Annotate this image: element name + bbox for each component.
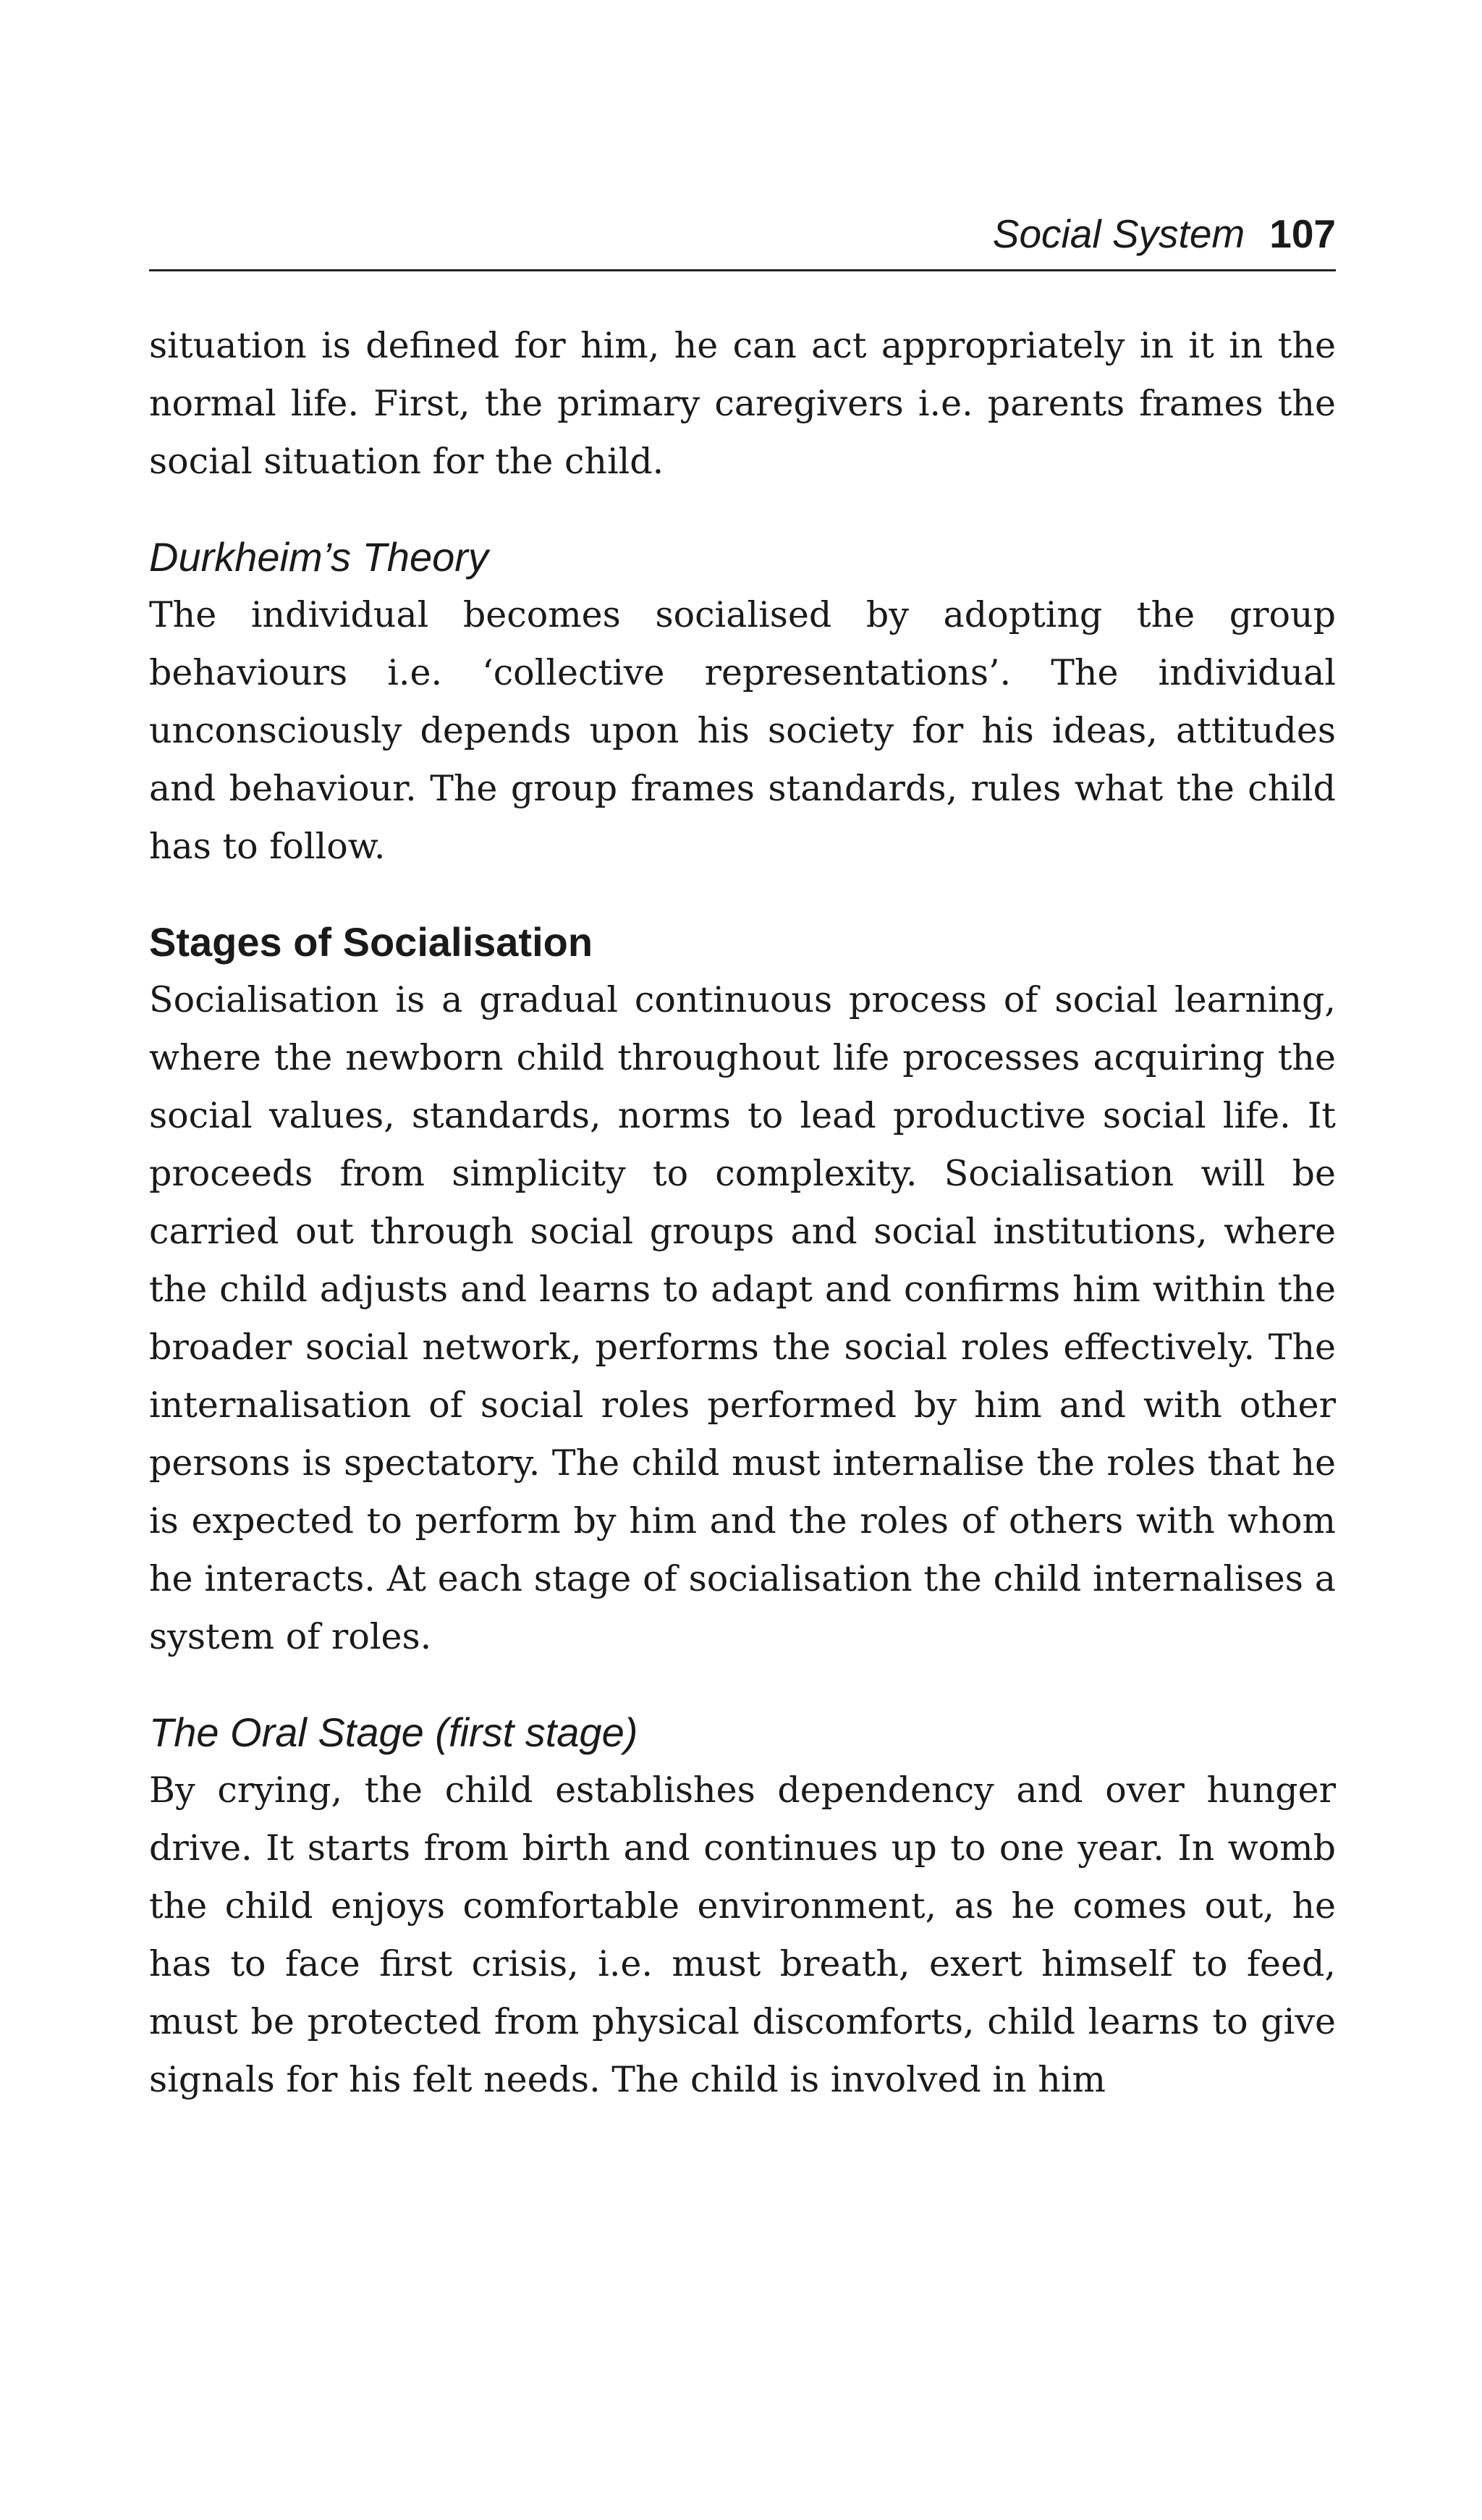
- page-number: 107: [1269, 211, 1336, 256]
- running-header: [992, 211, 1336, 256]
- section-title: Social System: [992, 211, 1245, 256]
- heading-oral-stage: The Oral Stage (first stage): [149, 1709, 638, 1755]
- paragraph-oral-stage: By crying, the child establishes dependency and over hunger drive. It starts from birth and continues up to one year. In womb the child enjoys comfortable environment, as he comes out, he has to face first crisis, i.e. must breath, exert himself to feed, must be protected from physical discomforts, child learns to give signals for his felt needs. The child is involved in him: [149, 1770, 1336, 2100]
- paragraph-intro: situation is defined for him, he can act appropriately in it in the normal life. First, the primary caregivers i.e. parents frames the social situation for the child.: [149, 325, 1336, 482]
- paragraph-durkheim: The individual becomes socialised by adopting the group behaviours i.e. ‘collective representations’. The individual unconsciously depends upon his society for his ideas, attitudes and behaviour. The group frames standards, rules what the child has to follow.: [149, 594, 1336, 867]
- body-text: [149, 317, 1336, 2109]
- heading-stages-of-socialisation: Stages of Socialisation: [149, 919, 593, 965]
- paragraph-stages: Socialisation is a gradual continuous process of social learning, where the newborn child throughout life processes acquiring the social values, standards, norms to lead productive social life. It proceeds from simplicity to complexity. Socialisation will be carried out through social groups and social institutions, where the child adjusts and learns to adapt and confirms him within the broader social network, performs the social roles effectively. The internalisation of social roles performed by him and with other persons is spectatory. The child must internalise the roles that he is expected to perform by him and the roles of others with whom he interacts. At each stage of socialisation the child internalises a system of roles.: [149, 979, 1336, 1657]
- heading-durkheims-theory: Durkheim’s Theory: [149, 534, 488, 580]
- header-rule: [149, 269, 1336, 271]
